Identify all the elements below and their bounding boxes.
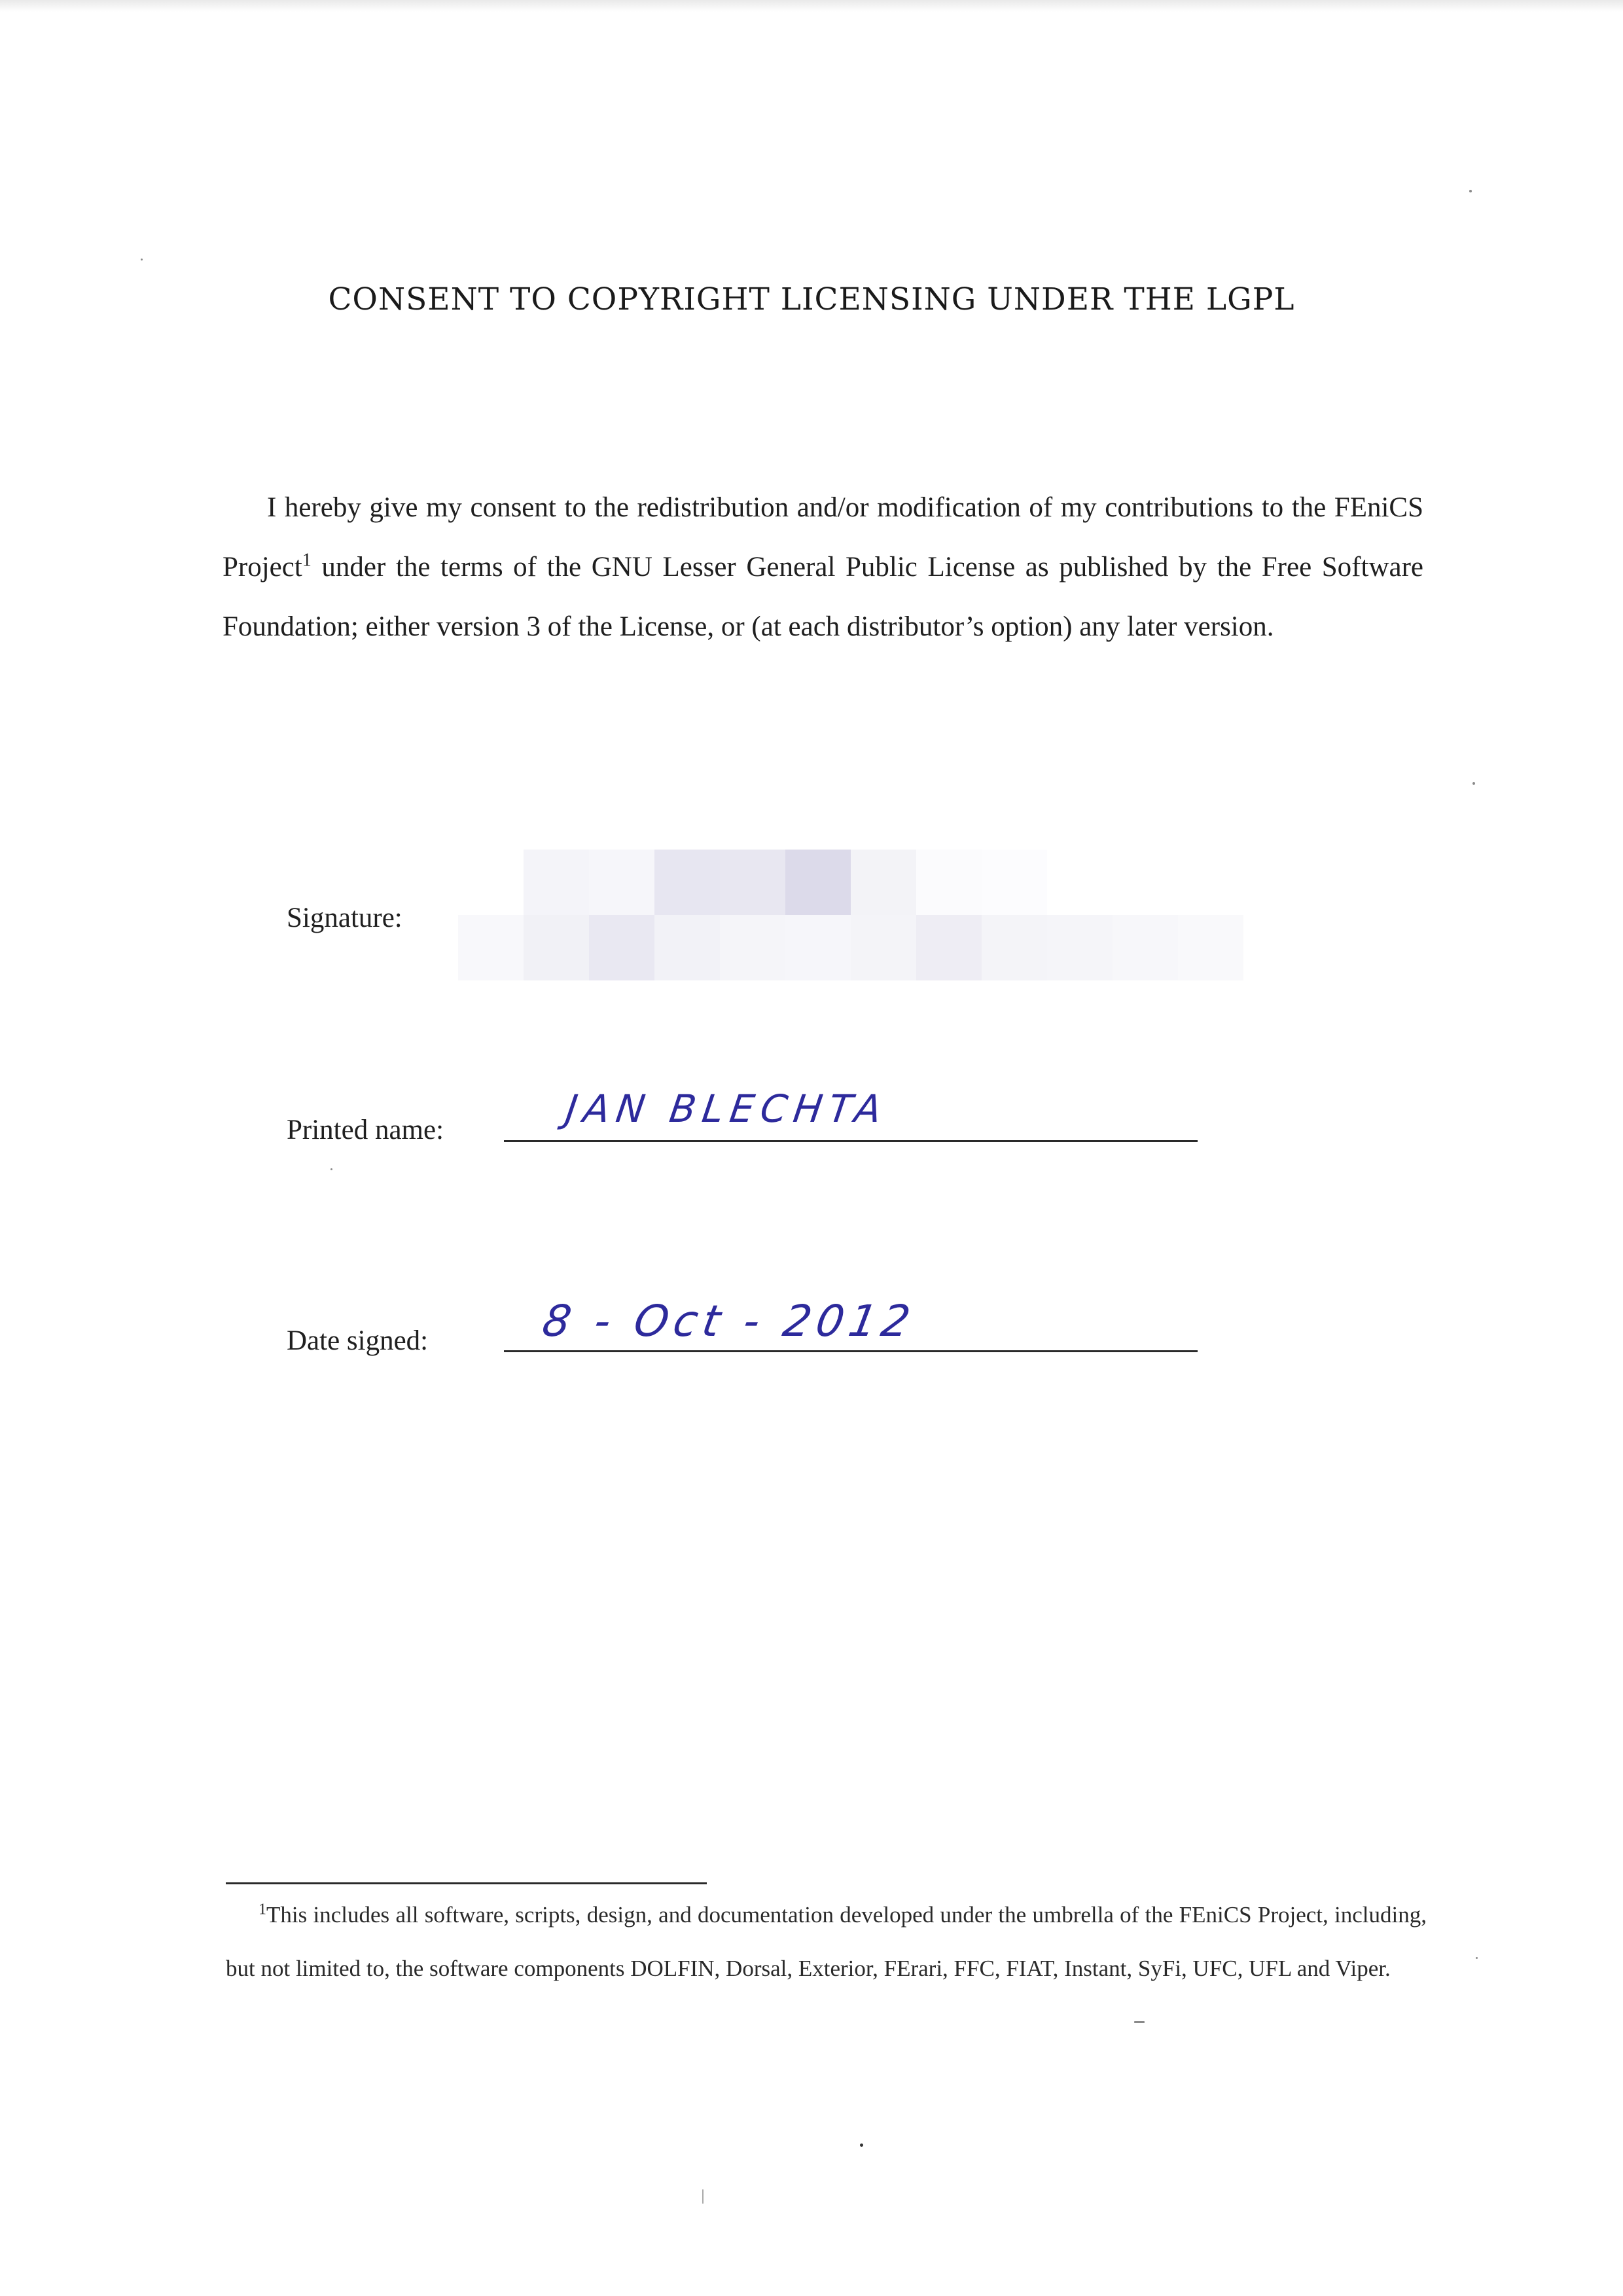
consent-text-part-2: under the terms of the GNU Lesser General Public License as published by the Free Software Foundation; either version 3 of the License, or (at each distributor’s option) any later version. (223, 552, 1423, 642)
scan-speck (330, 1168, 332, 1170)
scan-speck (702, 2189, 704, 2204)
date-signed-line (504, 1350, 1198, 1352)
signature-redaction (458, 850, 1243, 980)
footnote-text: This includes all software, scripts, design, and documentation developed under the umbrella of the FEniCS Project, including, but not limited to, the software components DOLFIN, Dorsal, Exterior, FErari, FFC, FIAT, Instant, SyFi, UFC, UFL and Viper. (226, 1902, 1427, 1981)
scan-speck (1469, 190, 1472, 192)
scan-speck (860, 2144, 863, 2147)
footnote (226, 1888, 1427, 1996)
scan-speck (1134, 2021, 1145, 2023)
scan-top-edge (0, 0, 1623, 12)
scan-speck (1476, 1957, 1478, 1959)
scan-speck (141, 259, 143, 260)
consent-text-part-1: I hereby give my consent to the redistribution and/or modification of my contributions to the FEniCS Project (223, 492, 1423, 583)
footnote-mark: 1 (259, 1901, 266, 1918)
printed-name-line (504, 1140, 1198, 1142)
consent-paragraph (223, 478, 1423, 656)
footnote-rule (226, 1882, 707, 1884)
scan-speck (1472, 782, 1475, 785)
document-title: CONSENT TO COPYRIGHT LICENSING UNDER THE LGPL (328, 281, 1295, 317)
signature-label: Signature: (287, 903, 402, 933)
date-signed-handwriting: 8 - Oct - 2012 (539, 1296, 919, 1346)
footnote-reference: 1 (302, 550, 312, 571)
printed-name-label: Printed name: (287, 1115, 444, 1145)
date-signed-label: Date signed: (287, 1325, 429, 1356)
printed-name-handwriting: JAN BLECHTA (563, 1086, 891, 1131)
